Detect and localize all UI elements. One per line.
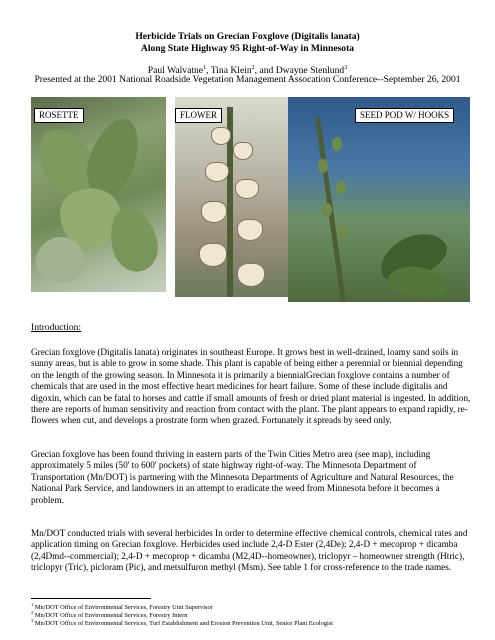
title-line-1: Herbicide Trials on Grecian Foxglove (Digitalis lanata) xyxy=(135,31,360,42)
footnote-number: 2 xyxy=(31,610,34,615)
flower-label: FLOWER xyxy=(175,108,222,123)
seed-pod-photo xyxy=(288,97,470,302)
seed-pod xyxy=(322,203,332,217)
flower-bell xyxy=(235,179,259,199)
seed-pod xyxy=(338,225,348,239)
rosette-label: ROSETTE xyxy=(34,108,84,123)
seed-pod xyxy=(332,137,342,151)
footnote-text: Mn/DOT Office of Environmental Services, Turf Establishment and Erosion Prevention Unit, Senior Plant Ecologist xyxy=(34,620,333,628)
authors-line: Paul Walvatne$^1$, Tina Klein$^2$, and Dwayne Stenlund$^3$ xyxy=(147,65,348,77)
paragraph-3: Mn/DOT conducted trials with several herbicides In order to determine effective chemical controls, chemical rates and application timing on Grecian foxglove. Herbicides used include 2,4-D Ester (2,4De); 2,4-D + mecoprop + dicamba (2,4Dmd--commercial); 2,4-D + mecoprop + dicamba (M2,4D--homeowner), triclopyr – homeowner strength (Htric), triclopyr (Tric), picloram (Pic), and metsulfuron methyl (Msm). See table 1 for cross-reference to the trade names. xyxy=(31,528,468,573)
seed-pod xyxy=(336,181,346,195)
footnote-divider xyxy=(31,598,151,599)
flower-photo xyxy=(175,97,290,297)
presented-line: Presented at the 2001 National Roadside Vegetation Management Assocation Conference--September 26, 2001 xyxy=(34,74,461,85)
introduction-heading: Introduction: xyxy=(31,322,82,333)
paragraph-1: Grecian foxglove (Digitalis lanata) originates in southeast Europe. It grows best in well-drained, loamy sand soils in sunny areas, but is able to grow in some shade. This plant is capable of being either a perennial or biennial depending on the length of the growing season. In Minnesota it is primarily a biennialGrecian foxglove contains a number of chemicals that are used in the most effective heart medicines for heart failure. Some of these include digitalis and digoxin, which can be fatal to horses and cattle if small amounts of fresh or dried plant material is ingested. In addition, there are reports of human sensitivity and reaction from contact with the plant. The plant appears to expand rapidly, re-flowers when cut, and develops a prostrate form when grazed. Fortunately it spreads by seed only. xyxy=(31,347,471,426)
author-1-footnote-ref: 1 xyxy=(203,65,207,71)
author-2: Tina Klein xyxy=(210,65,252,77)
flower-bell xyxy=(201,201,227,223)
footnote-number: 1 xyxy=(31,602,34,607)
flower-bell xyxy=(237,263,265,287)
flower-bell xyxy=(233,142,253,160)
seed-pod xyxy=(318,159,328,173)
footnote-number: 3 xyxy=(31,618,34,623)
footnote-text: Mn/DOT Office of Environmental Services, Forestry Intern xyxy=(34,612,188,620)
author-3: and Dwayne Stenlund xyxy=(259,65,345,77)
flower-bell xyxy=(205,162,229,182)
author-2-footnote-ref: 2 xyxy=(251,65,255,71)
footnote-3 xyxy=(31,617,333,628)
title-line-2: Along State Highway 95 Right-of-Way in Minnesota xyxy=(140,43,355,54)
paragraph-2: Grecian foxglove has been found thriving in eastern parts of the Twin Cities Metro area (see map), including approximately 5 miles (50' to 600' pockets) of state highway right-of-way. The Minnesota Department of Transportation (Mn/DOT) is partnering with the Minnesota Departments of Agriculture and Natural Resources, the National Park Service, and landowners in an attempt to eradicate the weed from Minnesota before it becomes a problem. xyxy=(31,449,454,505)
footnote-text: Mn/DOT Office of Environmental Services, Forestry Unit Supervisor xyxy=(34,604,213,612)
seed-pod-label: SEED POD W/ HOOKS xyxy=(355,108,454,123)
flower-bell xyxy=(211,127,231,145)
author-1: Paul Walvatne xyxy=(147,65,204,77)
flower-bell xyxy=(237,219,263,241)
flower-bell xyxy=(199,243,227,267)
author-3-footnote-ref: 3 xyxy=(344,65,348,71)
rosette-photo xyxy=(31,97,166,292)
